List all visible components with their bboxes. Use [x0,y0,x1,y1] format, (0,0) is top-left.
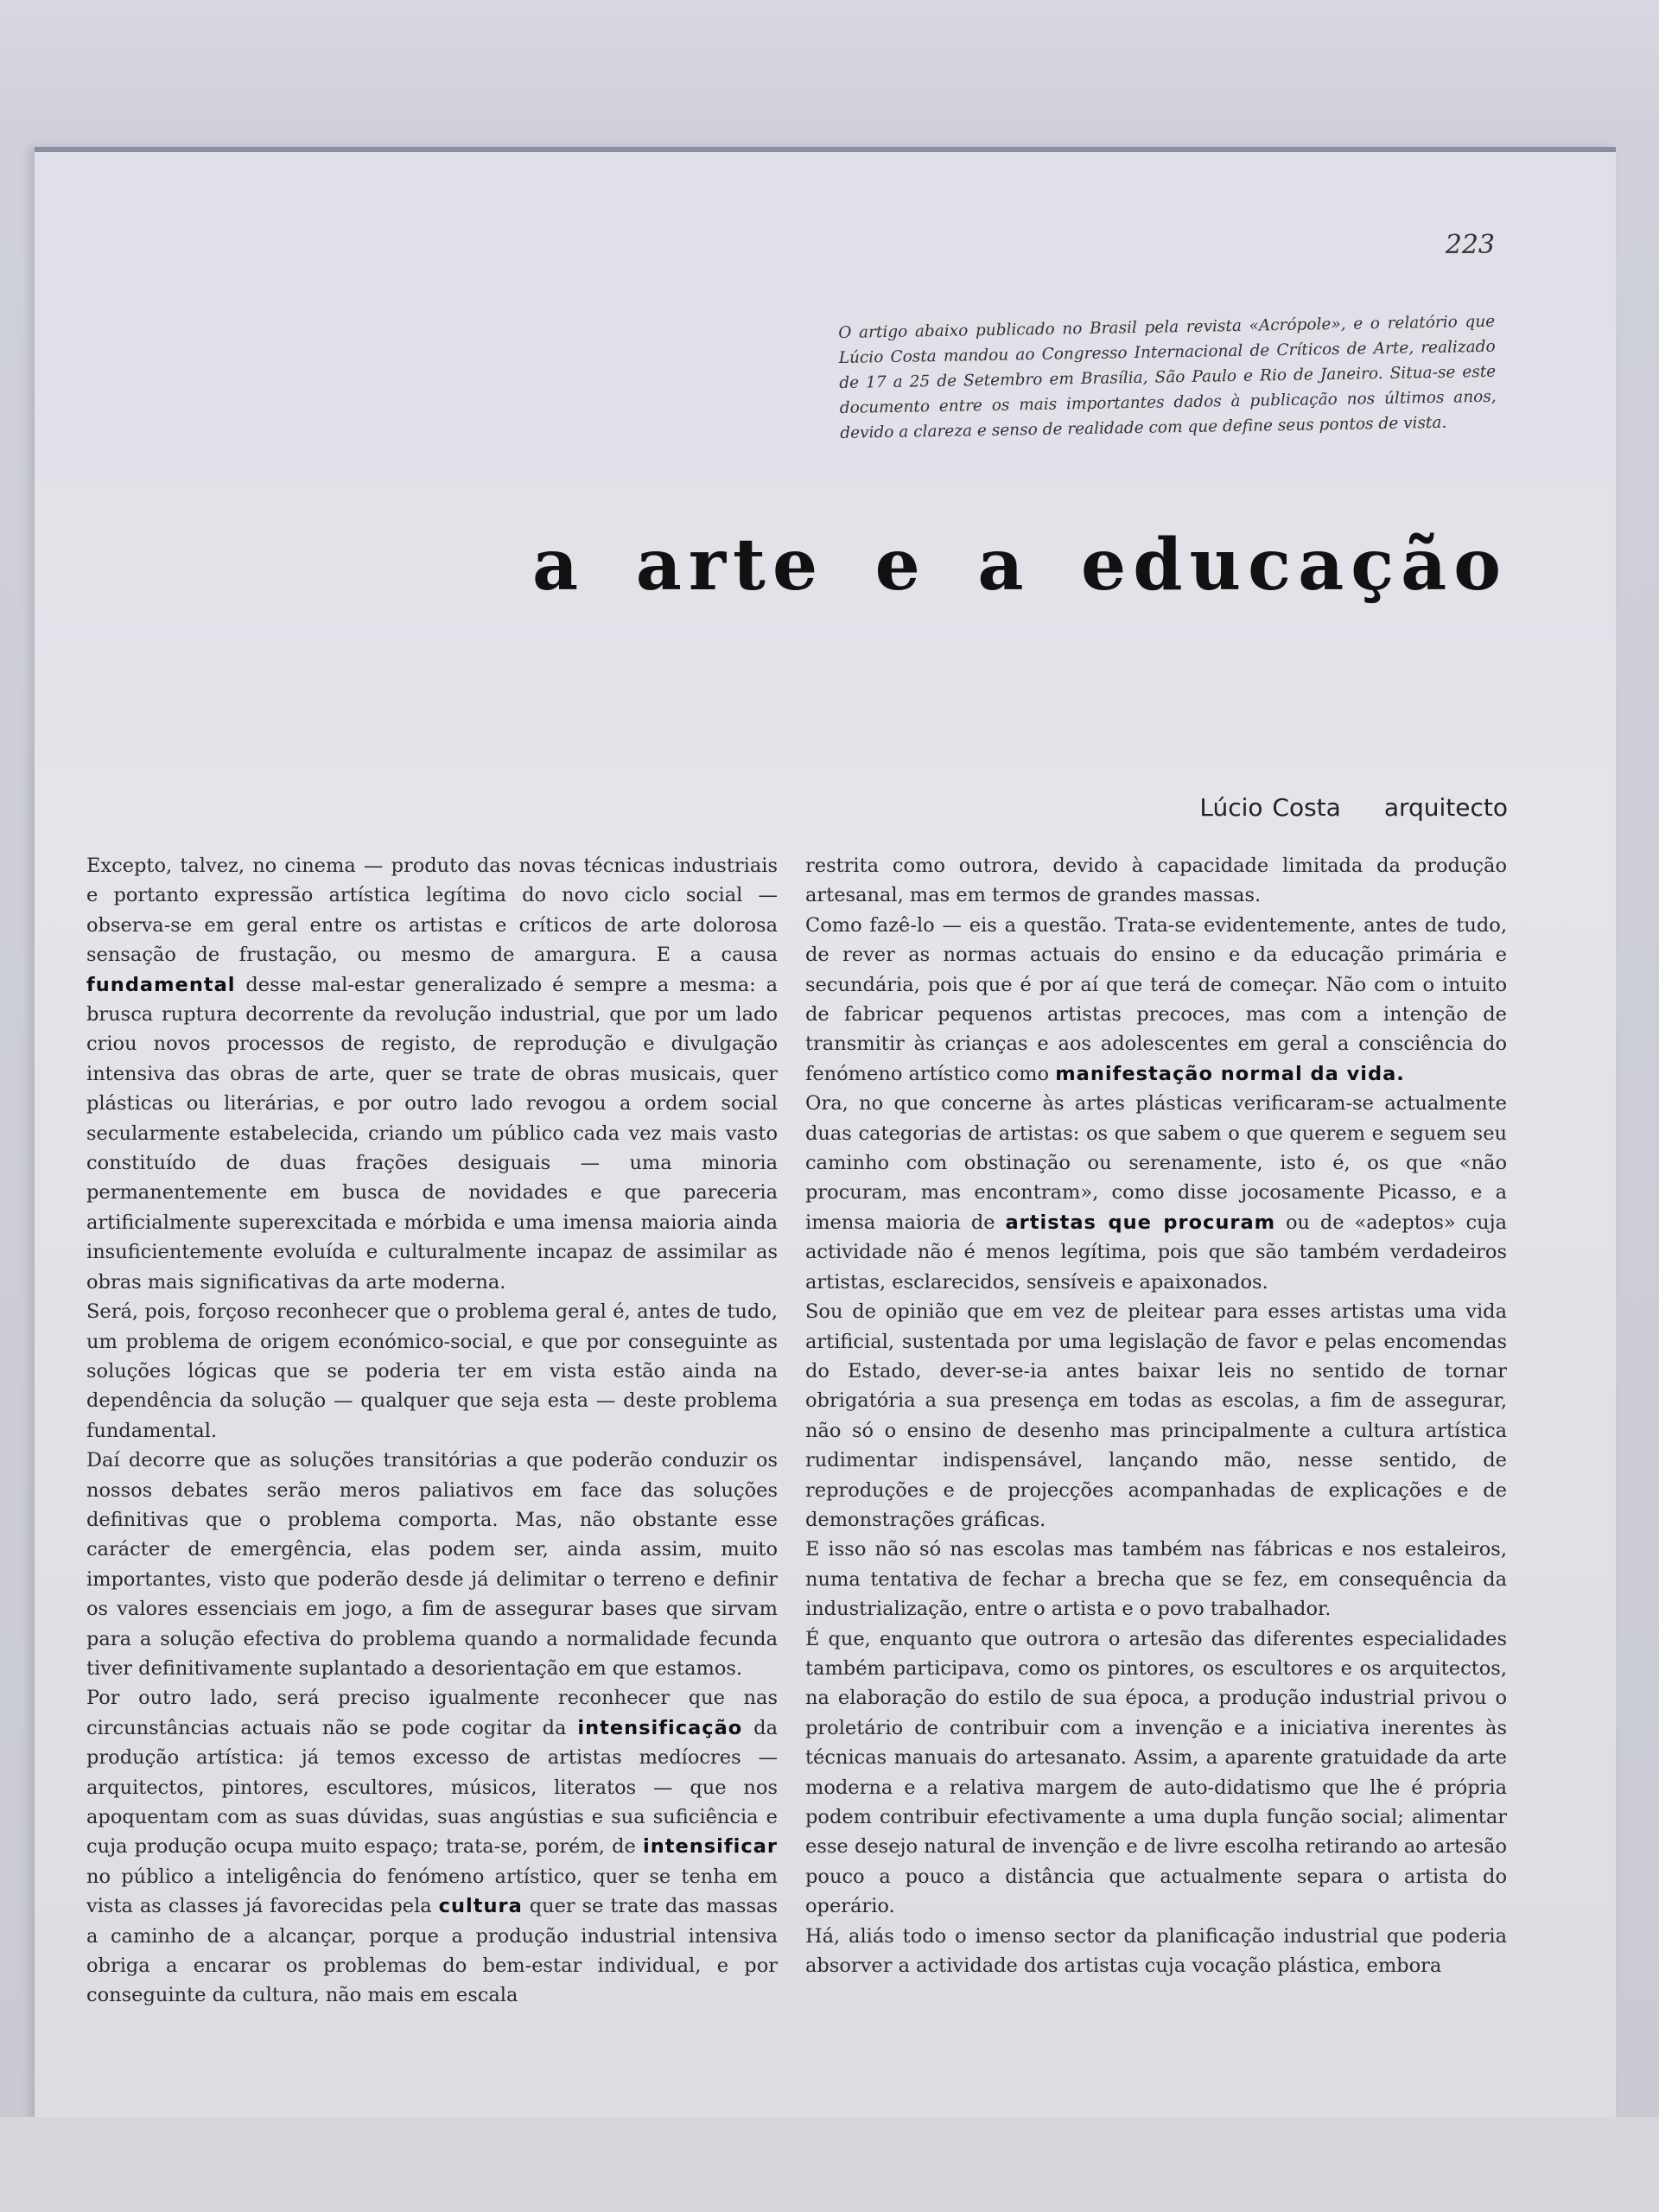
bold-term: manifestação normal da vida. [1055,1062,1405,1085]
paragraph: Daí decorre que as soluções transitórias a que poderão conduzir os nossos debates serão meros paliativos em face das soluções definitivas que o problema comporta. Mas, não obstante esse carácter de emergência, elas podem ser, ainda assim, muito importantes, visto que poderão desde já delimitar o terreno e definir os valores essenciais em jogo, a fim de assegurar bases que sirvam para a solução efectiva do problema quando a normalidade fecunda tiver definitivamente suplantado a desorientação em que estamos. [86,1449,778,1680]
text-run: no público a inteligência do fenómeno artístico, quer se tenha em vista as classes já favorecidas pela [86,1865,778,1918]
bold-term: fundamental [86,973,236,996]
author-name: Lúcio Costa [1199,793,1341,822]
paragraph: Será, pois, forçoso reconhecer que o problema geral é, antes de tudo, um problema de origem económico-social, e que por conseguinte as soluções lógicas que se poderia ter em vista estão ainda na dependência da solução — qualquer que seja esta — deste problema fundamental. [86,1300,778,1442]
bold-term: artistas que procuram [1005,1211,1276,1234]
text-run: Como fazê-lo — eis a questão. Trata-se evidentemente, antes de tudo, de rever as normas actuais do ensino e da educação primária e secundária, pois que é por aí que terá de começar. Não com o intuito de fabricar pequenos artistas precoces, mas com a intenção de transmitir às crianças e aos adolescentes em geral a consciência do fenómeno artístico como [805,913,1507,1085]
paragraph: E isso não só nas escolas mas também nas fábricas e nos estaleiros, numa tentativa de fechar a brecha que se fez, em consequência da industrialização, entre o artista e o povo trabalhador. [805,1538,1507,1621]
intro-note: O artigo abaixo publicado no Brasil pela revista «Acrópole», e o relatório que Lúcio Costa mandou ao Congresso Internacional de Críticos de Arte, realizado de 17 a 25 de Setembro em Brasília, São Paulo e Rio de Janeiro. Situa-se este documento entre os mais importantes dados à publicação nos últimos anos, devido a clareza e senso de realidade com que define seus pontos de vista. [838,312,1497,442]
paragraph: Há, aliás todo o imenso sector da planificação industrial que poderia absorver a actividade dos artistas cuja vocação plástica, embora [805,1924,1507,1978]
paragraph: restrita como outrora, devido à capacidade limitada da produção artesanal, mas em termos de grandes massas. [805,855,1507,907]
right-column [805,851,1507,1980]
paragraph: É que, enquanto que outrora o artesão das diferentes especialidades também participava, como os pintores, os escultores e os arquitectos, na elaboração do estilo de sua época, a produção industrial privou o proletário de contribuir com a invenção e a iniciativa inerentes às técnicas manuais do artesanato. Assim, a aparente gratuidade da arte moderna e a relativa margem de auto-didatismo que lhe é própria podem contribuir efectivamente a uma dupla função social; alimentar esse desejo natural de invenção e de livre escolha retirando ao artesão pouco a pouco a distância que actualmente separa o artista do operário. [805,1627,1507,1918]
left-column [86,851,778,2011]
bold-term: intensificar [643,1835,778,1859]
text-run: quer se trate das massas a caminho de a alcançar, porque a produção industrial intensiva obriga a encarar os problemas do bem-estar individual, e por conseguinte da cultura, não mais em escala [86,1895,779,2007]
author-role: arquitecto [1383,793,1508,822]
photo-bottom-edge [0,2117,1659,2212]
text-run: ou de «adeptos» cuja actividade não é menos legítima, pois que são também verdadeiros artistas, esclarecidos, sensíveis e apaixonados. [805,1211,1507,1294]
text-run: Excepto, talvez, no cinema — produto das novas técnicas industriais e portanto expressão artística legítima do novo ciclo social — observa-se em geral entre os artistas e críticos de arte dolorosa sensação de frustação, ou mesmo de amargura. E a causa [86,855,778,967]
paragraph: Sou de opinião que em vez de pleitear para esses artistas uma vida artificial, sustentada por uma legislação de favor e pelas encomendas do Estado, dever-se-ia antes baixar leis no sentido de tornar obrigatória a sua presença em todas as escolas, a fim de assegurar, não só o ensino de desenho mas principalmente a cultura artística rudimentar indispensável, lançando mão, nesse sentido, de reproduções e de projecções acompanhadas de explicações e de demonstrações gráficas. [805,1300,1507,1531]
bold-term: cultura [438,1895,523,1918]
page-number: 223 [1445,230,1495,260]
byline [1199,793,1508,822]
text-run: da produção artística: já temos excesso de artistas medíocres — arquitectos, pintores, escultores, músicos, literatos — que nos apoquentam com as suas dúvidas, suas angústias e sua suficiência e cuja produção ocupa muito espaço; trata-se, porém, de [86,1716,778,1859]
article-title: a arte e a educação [532,524,1508,607]
paragraph [805,1089,1507,1297]
text-run: Por outro lado, será preciso igualmente reconhecer que nas circunstâncias actuais não se pode cogitar da [86,1687,778,1739]
paragraph [86,851,778,1297]
bold-term: intensificação [577,1716,743,1739]
text-run: desse mal-estar generalizado é sempre a mesma: a brusca ruptura decorrente da revolução industrial, que por um lado criou novos processos de registo, de reprodução e divulgação intensiva das obras de arte, quer se trate de obras musicais, quer plásticas ou literárias, e por outro lado revogou a ordem social secularmente estabelecida, criando um público cada vez mais vasto constituído de duas frações desiguais — uma minoria permanentemente em busca de novidades e que pareceria artificialmente superexcitada e mórbida e uma imensa maioria ainda insuficientemente evoluída e culturalmente incapaz de assimilar as obras mais significativas da arte moderna. [86,973,778,1294]
paragraph [805,911,1507,1089]
text-run: Ora, no que concerne às artes plásticas verificaram-se actualmente duas categorias de artistas: os que sabem o que querem e seguem seu caminho com obstinação ou serenamente, isto é, os que «não procuram, mas encontram», como disse jocosamente Picasso, e a imensa maioria de [805,1092,1507,1234]
paragraph [86,1683,778,2010]
